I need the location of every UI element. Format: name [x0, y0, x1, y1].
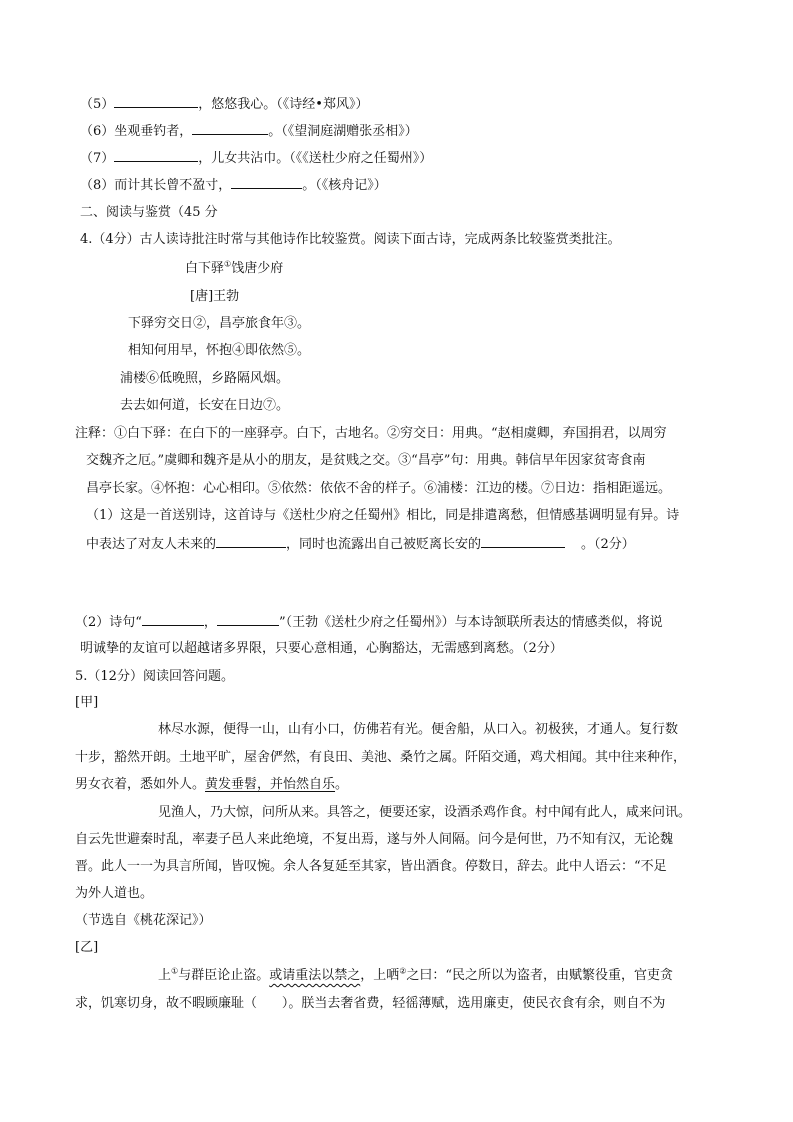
passage-line: [158, 966, 673, 986]
underlined-sentence: 黄发垂髫，并怡然自乐: [205, 777, 336, 792]
passage-text: 与群臣论止盗。: [178, 968, 270, 983]
passage-line: 自云先世避秦时乱，率妻子邑人来此绝境，不复出焉，遂与外人间隔。问今是何世，乃不知有汉，无论魏: [75, 832, 674, 847]
passage-label-jia: [甲]: [75, 695, 99, 710]
passage-line: 见渔人，乃大惊，问所从来。具答之，便要还家，设酒杀鸡作食。村中闻有此人，咸来问讯。: [158, 805, 692, 820]
wavy-underlined-sentence: 或请重法以禁之: [269, 968, 361, 983]
answer-blank[interactable]: [142, 612, 204, 626]
answer-blank[interactable]: [481, 534, 565, 548]
answer-blank[interactable]: [114, 148, 198, 162]
poem-line: 下驿穷交日②，昌亭旅食年③。: [128, 316, 311, 331]
poem-line: 浦楼⑥低晚照，乡路隔风烟。: [120, 371, 290, 386]
question-text: 而计其长曾不盈寸，: [114, 178, 232, 193]
answer-blank[interactable]: [114, 94, 198, 108]
poem-notes-line: 昌亭长家。④怀抱：心心相印。⑤依然：依依不舍的样子。⑥浦楼：江边的楼。⑦日边：指相距遥远。: [86, 481, 672, 496]
passage-text: 上: [158, 968, 172, 983]
sub-question-1: （1）这是一首送别诗，这首诗与《送杜少府之任蜀州》相比，同是排遣离愁，但情感基调明显有异。诗: [86, 508, 680, 523]
poem-title-text: 白下驿: [185, 261, 225, 276]
sub-question-2-line2: 明诚挚的友谊可以超越诸多界限，只要心意相通，心胸豁达，无需感到离愁。（2分）: [80, 641, 563, 656]
poem-line: 相知何用早，怀抱④即依然⑤。: [128, 343, 311, 358]
question-text: ，儿女共沾巾。（《《送杜少府之任蜀州》）: [198, 151, 433, 166]
poem-title-text: 饯唐少府: [231, 261, 284, 276]
fill-in-q5: [80, 94, 368, 115]
passage-text: ，上哂: [360, 968, 400, 983]
fill-in-q8: [80, 175, 387, 196]
sub-question-2: [75, 612, 663, 633]
question-number: （7）: [80, 151, 115, 166]
question-4-stem: 4.（4分）古人读诗批注时常与其他诗作比较鉴赏。阅读下面古诗，完成两条比较鉴赏类批注。: [80, 232, 621, 247]
question-text: 坐观垂钓者，: [114, 124, 193, 139]
answer-blank[interactable]: [231, 175, 302, 189]
poem-title: [185, 259, 283, 279]
sub-question-1-blanks: [86, 534, 635, 555]
poem-line: 去去如何道，长安在日边⑦。: [120, 398, 290, 413]
question-text: ，同时也流露出自己被贬离长安的: [286, 537, 482, 552]
question-5-stem: 5.（12分）阅读回答问题。: [75, 669, 234, 684]
poem-author: [唐]王勃: [190, 289, 240, 304]
passage-text: ）。朕当去奢省费，轻徭薄赋，选用廉吏，使民衣食有余，则自不为: [281, 996, 666, 1011]
footnote-marker: ①: [171, 966, 179, 976]
question-number: （6）: [80, 124, 115, 139]
passage-text: 。: [335, 777, 349, 792]
question-text: 中表达了对友人未来的: [86, 537, 217, 552]
passage-text: 之曰：“民之所以为盗者，由赋繁役重，官吏贪: [406, 968, 674, 983]
passage-label-yi: [乙]: [75, 940, 99, 955]
fill-in-q6: [80, 121, 418, 142]
answer-blank[interactable]: [192, 121, 268, 135]
poem-notes-line: 交魏齐之厄。”虞卿和魏齐是从小的朋友，是贫贱之交。③“昌亭”句：用典。韩信早年因家贫寄食南: [86, 453, 646, 468]
question-text: 。（2分）: [581, 537, 635, 552]
question-number: （5）: [80, 97, 115, 112]
question-text: （2）诗句“: [75, 615, 142, 630]
question-text: ”（王勃《送杜少府之任蜀州》）与本诗颔联所表达的情感类似，将说: [278, 615, 663, 630]
footnote-marker: ②: [399, 966, 407, 976]
passage-line: [75, 994, 665, 1014]
passage-text: 求，饥寒切身，故不暇顾廉耻（: [75, 996, 258, 1011]
poem-notes-line: 注释：①白下驿：在白下的一座驿亭。白下，古地名。②穷交日：用典。“赵相虞卿，弃国捐君，以周穷: [75, 426, 667, 441]
section-title: 二、阅读与鉴赏（45 分: [80, 205, 218, 220]
answer-blank[interactable]: [217, 612, 279, 626]
answer-gap[interactable]: [257, 996, 282, 1011]
passage-line: 晋。此人一一为具言所闻，皆叹惋。余人各复延至其家，皆出酒食。停数日，辞去。此中人语云：“不足: [75, 859, 667, 874]
passage-source: （节选自《桃花深记》）: [75, 913, 212, 928]
fill-in-q7: [80, 148, 432, 169]
answer-blank[interactable]: [216, 534, 286, 548]
question-text: ，: [203, 615, 217, 630]
question-text: ，悠悠我心。（《诗经•郑风》）: [198, 97, 369, 112]
passage-line: 为外人道也。: [75, 886, 154, 901]
passage-text: 男女衣着，悉如外人。: [75, 777, 206, 792]
footnote-marker: ①: [224, 259, 232, 269]
passage-line: 十步，豁然开朗。土地平旷，屋舍俨然，有良田、美池、桑竹之属。阡陌交通，鸡犬相闻。其中往来种作，: [75, 750, 687, 765]
passage-line: 林尽水源，便得一山，山有小口，仿佛若有光。便舍船，从口入。初极狭，才通人。复行数: [158, 722, 679, 737]
passage-line: [75, 775, 348, 795]
question-number: （8）: [80, 178, 115, 193]
question-text: 。（《望洞庭湖赠张丞相》）: [268, 124, 418, 139]
question-text: 。（《核舟记》）: [302, 178, 387, 193]
